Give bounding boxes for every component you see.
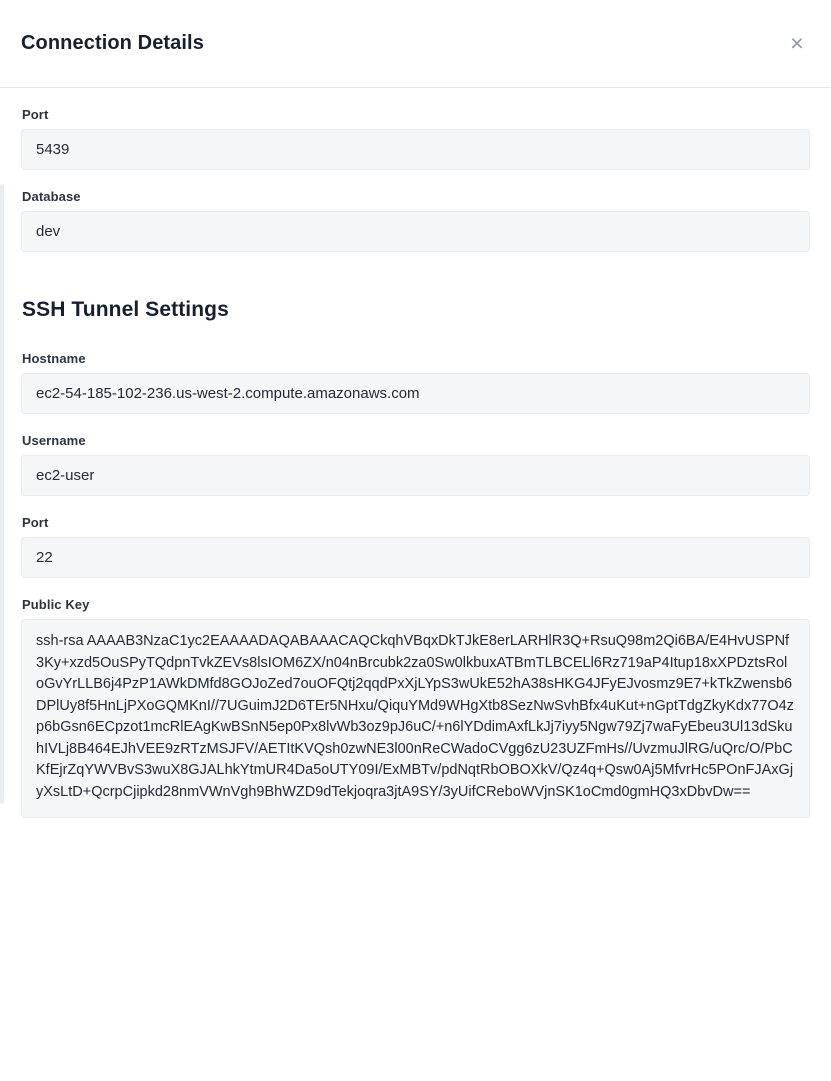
field-ssh-hostname: [21, 351, 810, 414]
modal-header: [0, 0, 831, 88]
port-input[interactable]: [21, 129, 810, 170]
ssh-port-label: Port: [22, 515, 49, 530]
ssh-hostname-label: Hostname: [22, 351, 86, 366]
public-key-label: Public Key: [22, 597, 90, 612]
field-ssh-username: [21, 433, 810, 496]
database-input[interactable]: [21, 211, 810, 252]
ssh-hostname-input[interactable]: [21, 373, 810, 414]
field-database: [21, 189, 810, 252]
close-icon[interactable]: ×: [785, 32, 809, 56]
page-title: Connection Details: [21, 32, 204, 54]
field-public-key: [21, 597, 810, 818]
public-key-textarea[interactable]: ssh-rsa AAAAB3NzaC1yc2EAAAADAQABAAACAQCkqhVBqxDkTJkE8erLARHlR3Q+RsuQ98m2Qi6BA/E4HvUSPNf3Ky+xzd5OuSPyTQdpnTvkZEVs8lsIOM6ZX/n04nBrcubk2za0Sw0lkbuxATBmTLBCELl6Rz719aP4Itup18xXPDztsRoloGvYrLLB6j4PzP1AWkDMfd8GOJoZed7ouOFQtj2qqdPxXjLYpS3wUkE52hA38sHKG4JFyEJvosmz9E7+kTkZwensb6DPlUy8f5HnLjPXoGQMKnI//7UGuimJ2D6TEr5NHxu/QiquYMd9WHgXtb8SezNwSvhBfx4uKut+nGptTdgZkyKdx77O4zp6bGsn6ECpzot1mcRlEAgKwBSnN5ep0Px8lvWb3oz9pJ6uC/+n6lYDdimAxfLkJj7iyy5Ngw79Zj7waFyEbeu3Ul13dSkuhIVLj8B464EJhVEE9zRTzMSJFV/AETItKVQsh0zwNE3l00nReCWadoCVgg6zU23UZFmHs//UvzmuJlRG/uQrc/O/PbCKfEjrZqYWVBvS3wuX8GJALhkYtmUR4Da5oUTY09I/ExMBTv/pdNqtRbOBOXkV/Qz4q+Qsw0Aj5MfvrHc5POnFJAxGjyXsLtD+QcrpCjipkd28nmVWnVgh9BhWZD9dTekjoqra3jtA9SY/3yUifCReboWVjnSK1oCmd0gmHQ3xDbvDw==: [21, 619, 810, 818]
scrollbar[interactable]: [0, 184, 4, 804]
ssh-username-label: Username: [22, 433, 86, 448]
field-port: [21, 107, 810, 170]
ssh-port-input[interactable]: [21, 537, 810, 578]
port-label: Port: [22, 107, 49, 122]
database-label: Database: [22, 189, 81, 204]
ssh-username-input[interactable]: [21, 455, 810, 496]
modal-body: [0, 88, 831, 1081]
field-ssh-port: [21, 515, 810, 578]
ssh-tunnel-settings-heading: SSH Tunnel Settings: [22, 298, 229, 321]
